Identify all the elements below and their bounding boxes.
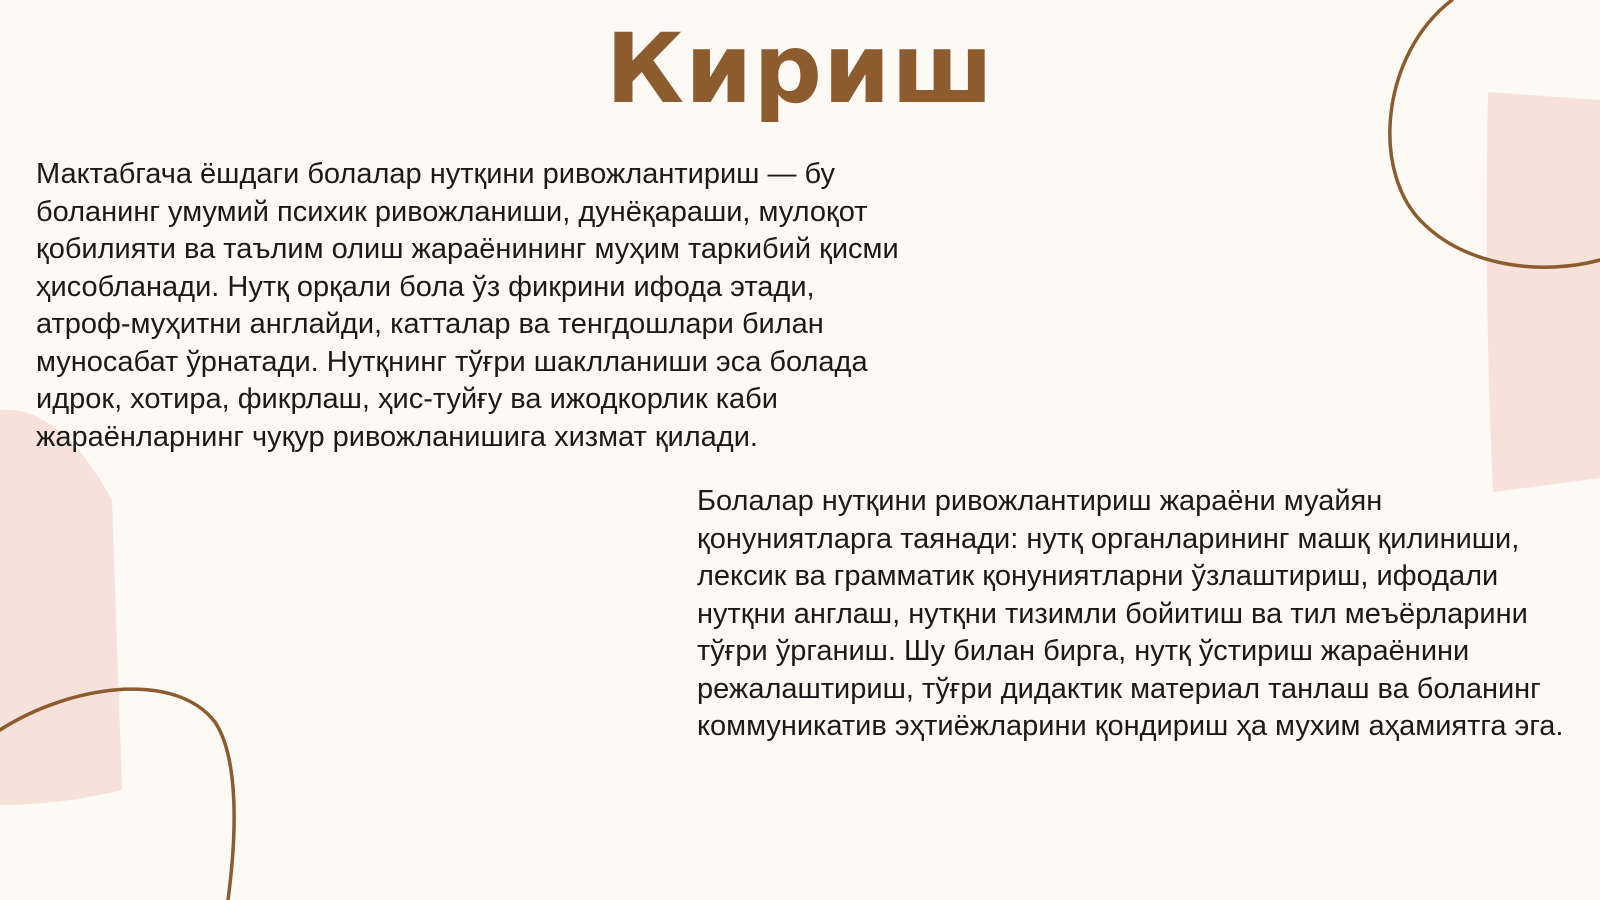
right-blob-shape [1487, 92, 1600, 492]
intro-paragraph: Мактабгача ёшдаги болалар нутқини ривожлантириш — бу боланинг умумий психик ривожланиши, дунёқараши, мулоқот қобилияти ва таълим олиш жараёнининг муҳим таркибий қисми ҳисобланади. Нутқ орқали бола ўз фикрини ифода этади, атроф-муҳитни англайди, катталар ва тенгдошлари билан муносабат ўрнатади. Нутқнинг тўғри шаклланиши эса болада идрок, хотира, фикрлаш, ҳис-туйғу ва ижодкорлик каби жараёнларнинг чуқур ривожланишига хизмат қилади. [36, 158, 899, 453]
slide-title: Кириш [605, 13, 995, 125]
second-paragraph: Болалар нутқини ривожлантириш жараёни муайян қонуниятларга таянади: нутқ органларининг машқ қилиниши, лексик ва грамматик қонуниятларни ўзлаштириш, ифодали нутқни англаш, нутқни тизимли бойитиш ва тил меъёрларини тўғри ўрганиш. Шу билан бирга, нутқ ўстириш жараёнини режалаштириш, тўғри дидактик материал танлаш ва боланинг коммуникатив эҳтиёжларини қондириш ҳа мухим аҳамиятга эга. [697, 485, 1564, 742]
